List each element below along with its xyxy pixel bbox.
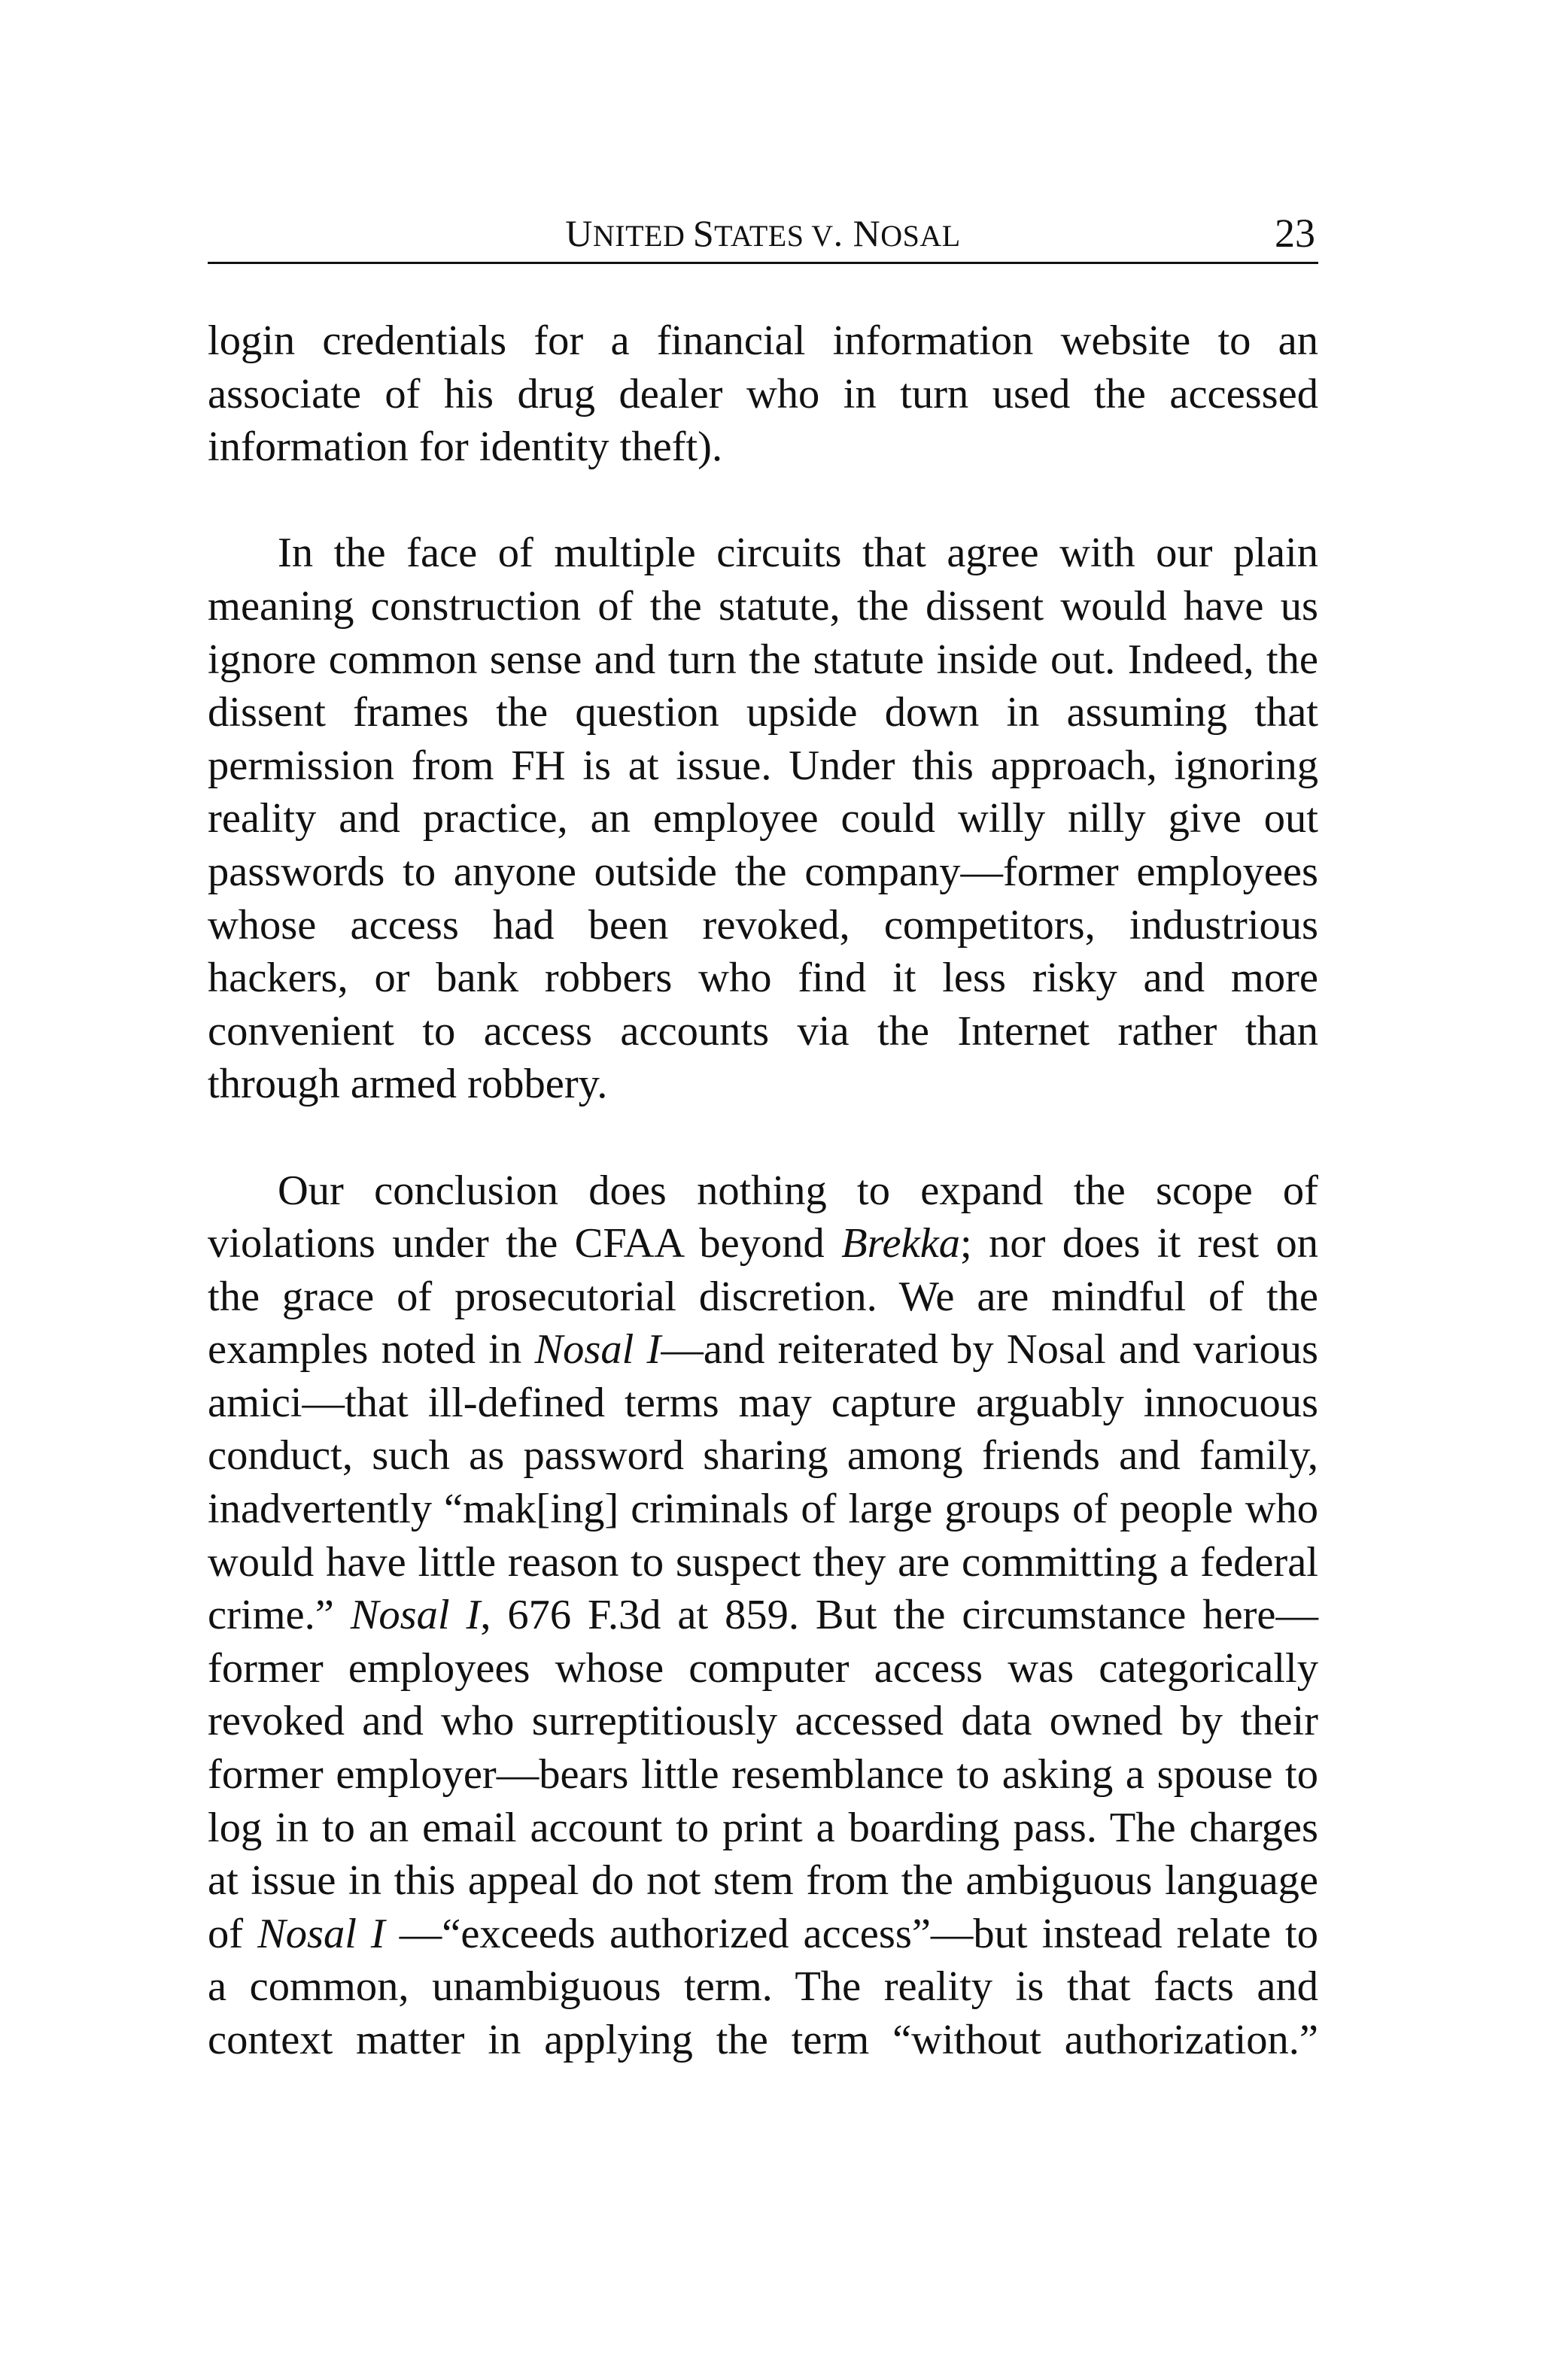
paragraph-dissent-response: In the face of multiple circuits that agree with our plain meaning construction of the statute, the dissent would have us ignore common sense and turn the statute inside out. Indeed, the dissent frames the question upside down in assuming that permission from FH is at issue. Under this approach, ignoring reality and practice, an employee could willy nilly give out passwords to anyone outside the company—former employees whose access had been revoked, competitors, industrious hackers, or bank robbers who find it less risky and more convenient to access accounts via the Internet rather than through armed robbery. bbox=[208, 530, 1318, 1108]
page-header bbox=[208, 209, 1318, 264]
case-citation: Nosal I bbox=[350, 1592, 481, 1639]
paragraph-continued: login credentials for a financial information website to an associate of his drug dealer who in turn used the accessed information for identity theft). bbox=[208, 317, 1318, 471]
running-title: UNITED STATES V. NOSAL bbox=[565, 212, 961, 254]
case-citation: Brekka bbox=[841, 1220, 961, 1267]
case-citation: Nosal I bbox=[534, 1326, 661, 1374]
opinion-body bbox=[208, 314, 1318, 2067]
case-citation: Nosal I bbox=[257, 1910, 385, 1957]
page-number: 23 bbox=[1275, 211, 1315, 256]
paragraph-conclusion-scope: Our conclusion does nothing to expand the scope of violations under the CFAA beyond Brekka; nor does it rest on the grace of prosecutorial discretion. We are mindful of the examples noted in Nosal I—and reiterated by Nosal and various amici—that ill-defined terms may capture arguably innocuous conduct, such as password sharing among friends and family, inadvertently “mak[ing] criminals of large groups of people who would have little reason to suspect they are committing a federal crime.” Nosal I, 676 F.3d at 859. But the circumstance here—former employees whose computer access was categorically revoked and who surreptitiously accessed data owned by their former employer—bears little resemblance to asking a spouse to log in to an email account to print a boarding pass. The charges at issue in this appeal do not stem from the ambiguous language of Nosal I —“exceeds authorized access”—but instead relate to a common, unambiguous term. The reality is that facts and context matter in applying the term “without authorization.” bbox=[208, 1167, 1318, 2063]
